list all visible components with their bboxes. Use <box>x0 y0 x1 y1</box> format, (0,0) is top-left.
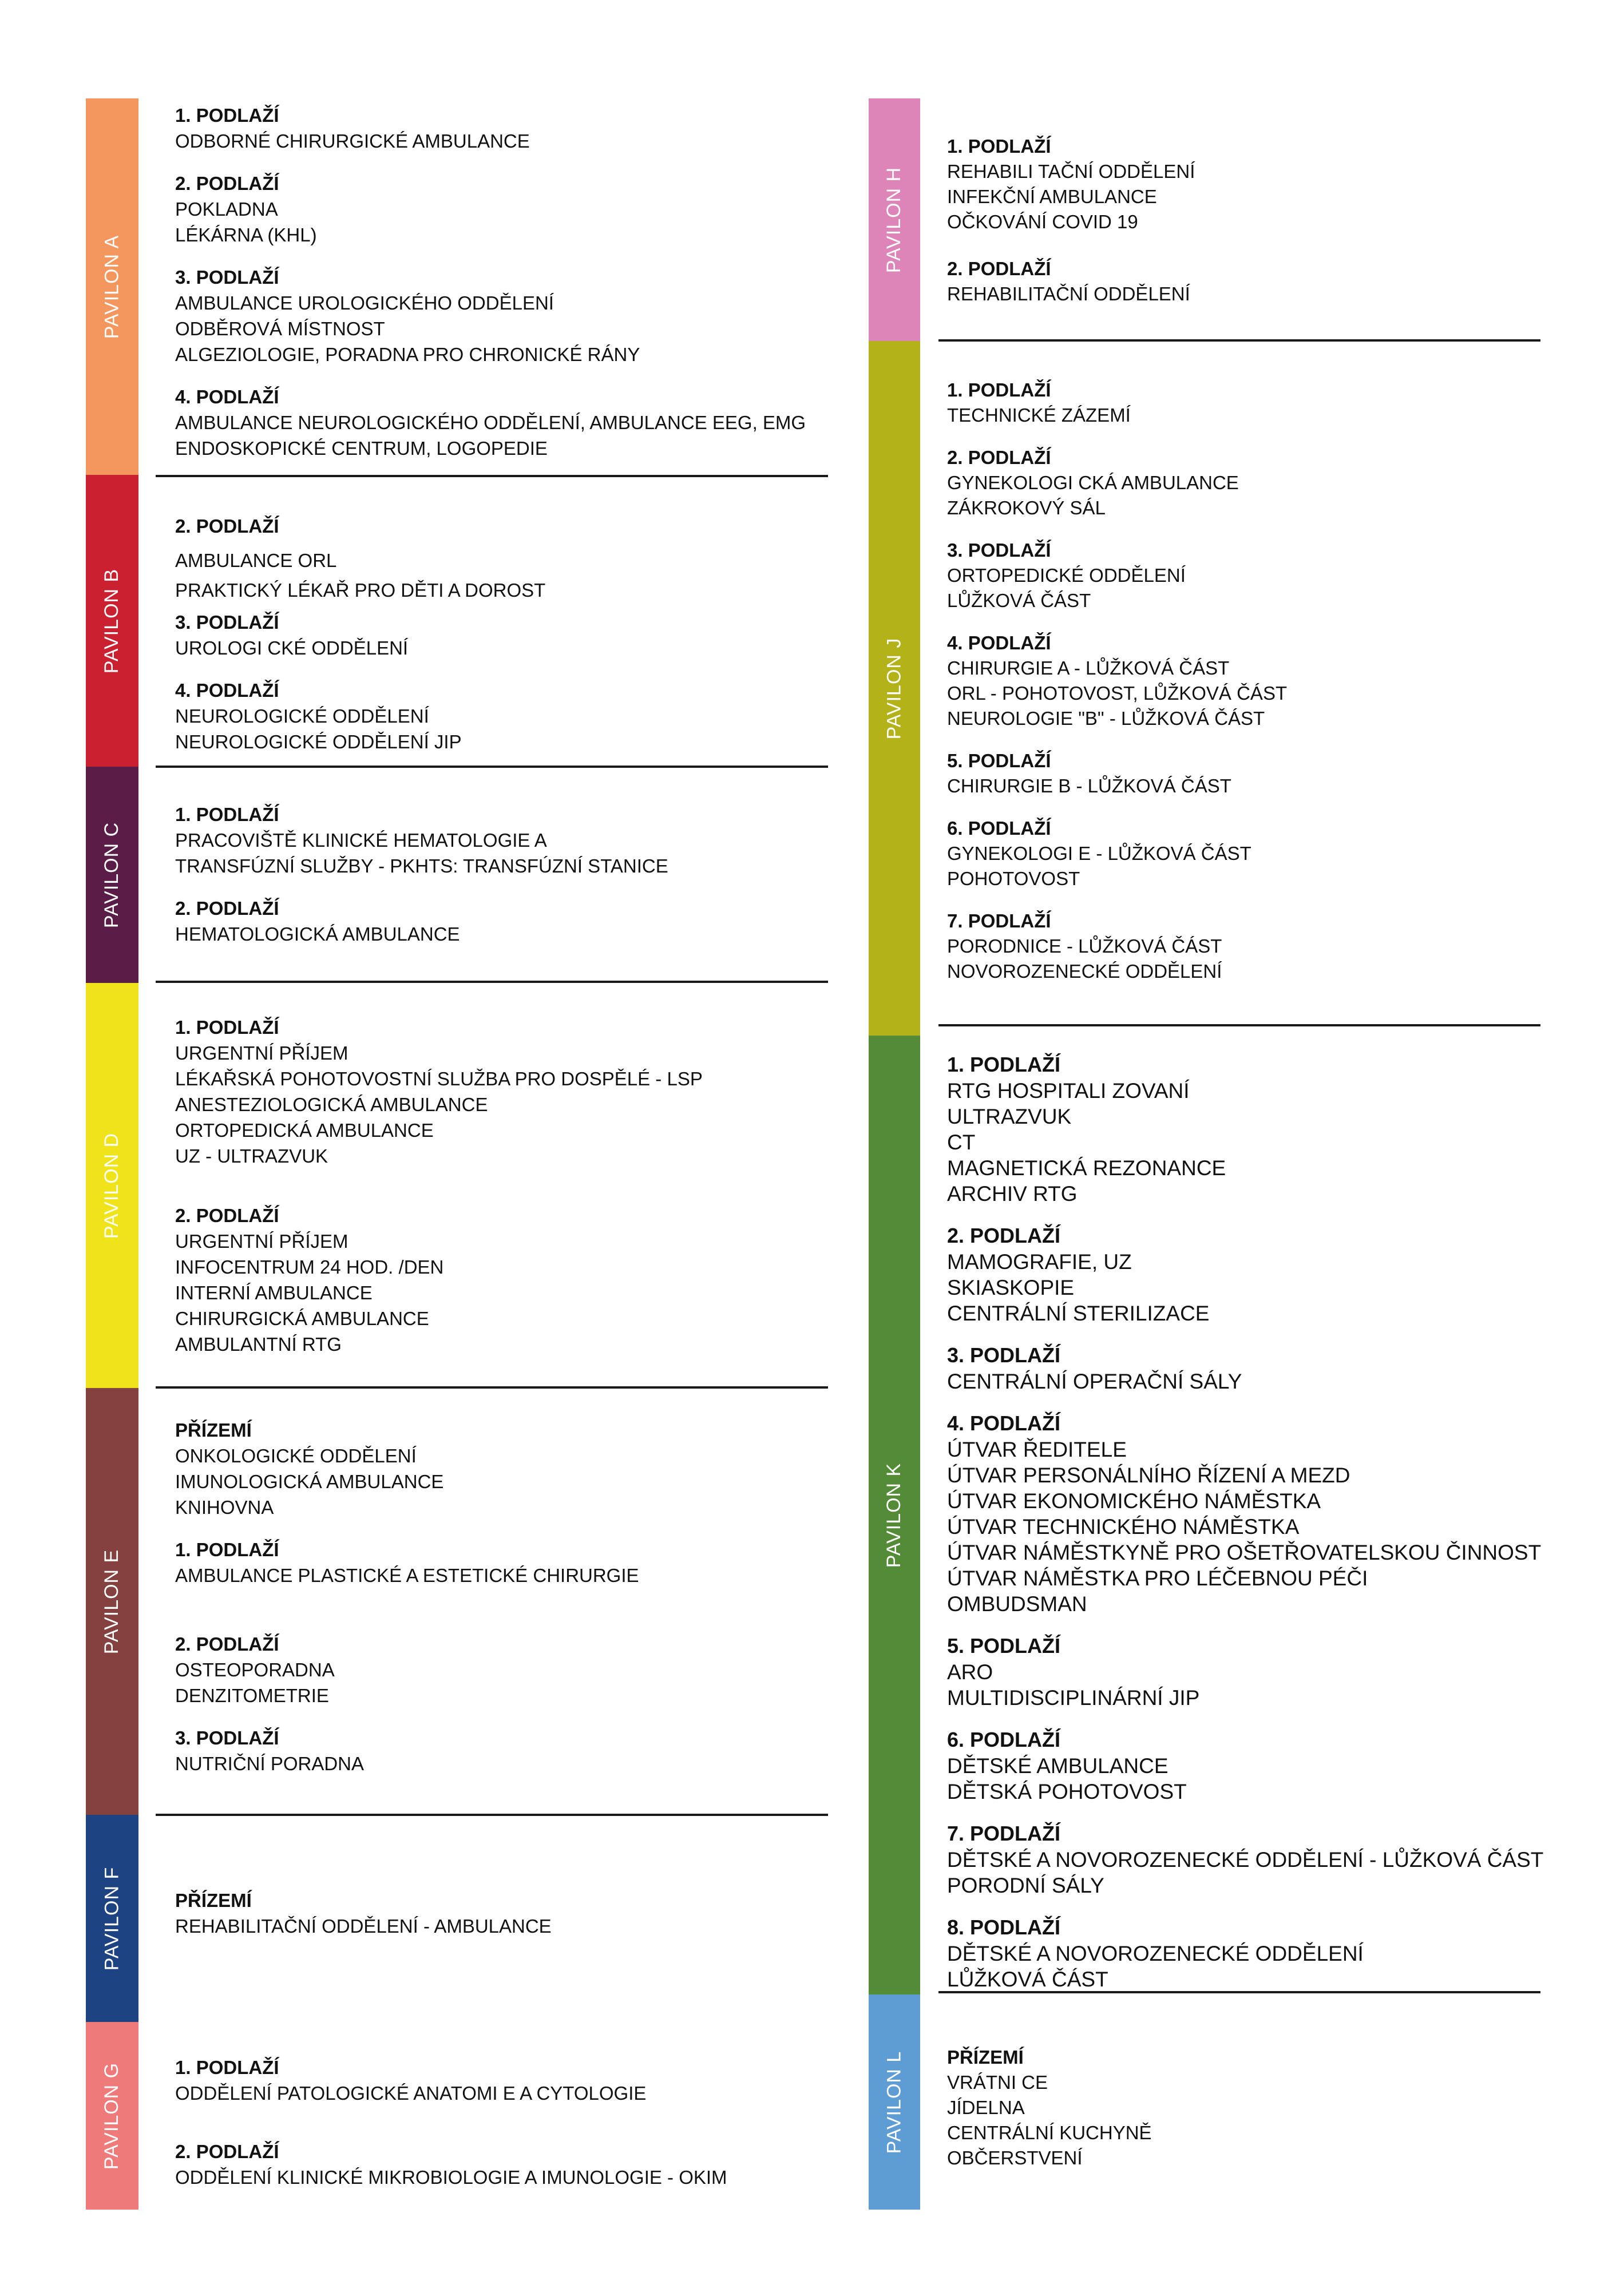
pavilon-g-bar <box>86 2022 138 2210</box>
floor-block <box>175 265 806 367</box>
floor-block <box>175 1418 639 1520</box>
floor-title: 3. PODLAŽÍ <box>947 1343 1061 1367</box>
pavilon-g-floors <box>175 2055 727 2207</box>
floor-title: 4. PODLAŽÍ <box>175 680 279 701</box>
department-line: TRANSFÚZNÍ SLUŽBY - PKHTS: TRANSFÚZNÍ STANICE <box>175 855 668 877</box>
floor-title: 2. PODLAŽÍ <box>947 258 1051 279</box>
floor-block <box>175 514 545 605</box>
department-line: ORTOPEDICKÁ AMBULANCE <box>175 1120 434 1141</box>
floor-block <box>175 1203 703 1357</box>
pavilon-e-bar <box>86 1388 138 1815</box>
floor-title: 7. PODLAŽÍ <box>947 910 1051 931</box>
floor-title: 4. PODLAŽÍ <box>175 386 279 407</box>
department-line: ÚTVAR NÁMĚSTKA PRO LÉČEBNOU PÉČI <box>947 1567 1368 1590</box>
department-line: AMBULANCE NEUROLOGICKÉHO ODDĚLENÍ, AMBULANCE EEG, EMG <box>175 412 806 433</box>
department-line: GYNEKOLOGI CKÁ AMBULANCE <box>947 472 1239 493</box>
pavilon-d-bar <box>86 983 138 1388</box>
floor-title: PŘÍZEMÍ <box>175 1419 252 1441</box>
department-line: OČKOVÁNÍ COVID 19 <box>947 211 1138 232</box>
pavilon-b-bar <box>86 475 138 767</box>
floor-block <box>175 1632 639 1708</box>
pavilon-k-bar <box>869 1036 920 1994</box>
department-line: LÉKAŘSKÁ POHOTOVOSTNÍ SLUŽBA PRO DOSPĚLÉ - LSP <box>175 1068 703 1089</box>
department-line: KNIHOVNA <box>175 1497 274 1518</box>
pavilon-e-label: PAVILON E <box>101 1549 123 1654</box>
divider-j-k <box>938 1024 1540 1026</box>
department-line: CHIRURGICKÁ AMBULANCE <box>175 1308 429 1329</box>
pavilon-b-floors <box>175 514 545 772</box>
department-line: REHABILITAČNÍ ODDĚLENÍ <box>947 283 1190 304</box>
floor-block <box>175 610 545 661</box>
floor-title: 2. PODLAŽÍ <box>947 1224 1061 1247</box>
department-line: INFOCENTRUM 24 HOD. /DEN <box>175 1256 444 1278</box>
pavilon-d-label: PAVILON D <box>101 1132 123 1239</box>
department-line: ÚTVAR PERSONÁLNÍHO ŘÍZENÍ A MEZD <box>947 1464 1350 1487</box>
floor-title: 7. PODLAŽÍ <box>947 1822 1061 1845</box>
department-line: UROLOGI CKÉ ODDĚLENÍ <box>175 637 409 659</box>
department-line: NEUROLOGICKÉ ODDĚLENÍ JIP <box>175 731 462 752</box>
department-line: JÍDELNA <box>947 2097 1025 2118</box>
department-line: OSTEOPORADNA <box>175 1659 335 1680</box>
department-line: LÉKÁRNA (KHL) <box>175 224 317 245</box>
department-line: IMUNOLOGICKÁ AMBULANCE <box>175 1471 444 1492</box>
floor-block <box>947 816 1287 891</box>
department-line: ODBORNÉ CHIRURGICKÉ AMBULANCE <box>175 130 530 152</box>
department-line: RTG HOSPITALI ZOVANÍ <box>947 1079 1190 1103</box>
department-line: AMBULANCE UROLOGICKÉHO ODDĚLENÍ <box>175 292 554 314</box>
pavilon-f-label: PAVILON F <box>101 1866 123 1970</box>
department-line: MAMOGRAFIE, UZ <box>947 1250 1132 1274</box>
department-line: NOVOROZENECKÉ ODDĚLENÍ <box>947 961 1222 982</box>
floor-title: PŘÍZEMÍ <box>947 2047 1024 2068</box>
department-line: AMBULANCE ORL <box>175 550 337 571</box>
floor-title: 1. PODLAŽÍ <box>175 804 279 825</box>
pavilon-l-bar <box>869 1994 920 2210</box>
department-line: URGENTNÍ PŘÍJEM <box>175 1231 348 1252</box>
department-line: ARO <box>947 1660 993 1684</box>
pavilon-j-label: PAVILON J <box>883 637 905 739</box>
pavilon-g-label: PAVILON G <box>101 2062 123 2170</box>
department-line: CENTRÁLNÍ KUCHYNĚ <box>947 2122 1152 2143</box>
department-line: VRÁTNI CE <box>947 2072 1048 2093</box>
department-line: ENDOSKOPICKÉ CENTRUM, LOGOPEDIE <box>175 438 548 459</box>
divider-d-e <box>156 1386 828 1389</box>
floor-title: 5. PODLAŽÍ <box>947 750 1051 771</box>
department-line: POHOTOVOST <box>947 868 1080 889</box>
floor-title: 2. PODLAŽÍ <box>175 898 279 919</box>
department-line: MULTIDISCIPLINÁRNÍ JIP <box>947 1686 1200 1710</box>
department-line: OBČERSTVENÍ <box>947 2147 1083 2168</box>
department-line: CHIRURGIE A - LŮŽKOVÁ ČÁST <box>947 657 1230 679</box>
pavilon-c-bar <box>86 767 138 983</box>
floor-title: 1. PODLAŽÍ <box>947 1053 1061 1076</box>
pavilon-j-floors <box>947 378 1287 1001</box>
floor-title: 5. PODLAŽÍ <box>947 1634 1061 1657</box>
floor-block <box>947 1727 1543 1805</box>
floor-block <box>175 1015 703 1169</box>
pavilon-h-floors <box>947 134 1195 324</box>
floor-block <box>947 445 1287 521</box>
floor-title: 2. PODLAŽÍ <box>175 173 279 194</box>
floor-block <box>947 134 1195 235</box>
floor-block <box>175 2139 727 2190</box>
department-line: ULTRAZVUK <box>947 1105 1072 1128</box>
department-line: LŮŽKOVÁ ČÁST <box>947 1968 1108 1991</box>
department-line: LŮŽKOVÁ ČÁST <box>947 590 1091 611</box>
department-line: GYNEKOLOGI E - LŮŽKOVÁ ČÁST <box>947 843 1251 864</box>
floor-block <box>175 1888 552 1939</box>
floor-title: 3. PODLAŽÍ <box>175 267 279 288</box>
department-line: AMBULANTNÍ RTG <box>175 1334 342 1355</box>
divider-c-d <box>156 981 828 983</box>
department-line: ARCHIV RTG <box>947 1182 1078 1206</box>
pavilon-k-label: PAVILON K <box>883 1462 905 1568</box>
floor-block <box>947 256 1195 307</box>
pavilon-j-bar <box>869 341 920 1036</box>
floor-block <box>947 1342 1543 1394</box>
department-line: REHABILI TAČNÍ ODDĚLENÍ <box>947 161 1195 182</box>
department-line: INTERNÍ AMBULANCE <box>175 1282 373 1303</box>
department-line: DĚTSKÉ A NOVOROZENECKÉ ODDĚLENÍ - LŮŽKOVÁ ČÁST <box>947 1848 1544 1871</box>
divider-e-f <box>156 1814 828 1816</box>
floor-title: 1. PODLAŽÍ <box>175 105 279 126</box>
floor-block <box>175 802 668 879</box>
department-line: ÚTVAR EKONOMICKÉHO NÁMĚSTKA <box>947 1489 1321 1513</box>
floor-title: 4. PODLAŽÍ <box>947 632 1051 653</box>
department-line: ANESTEZIOLOGICKÁ AMBULANCE <box>175 1094 488 1115</box>
floor-block <box>947 1223 1543 1326</box>
pavilon-d-floors <box>175 1015 703 1374</box>
department-line: PRAKTICKÝ LÉKAŘ PRO DĚTI A DOROST <box>175 580 546 601</box>
department-line: CENTRÁLNÍ STERILIZACE <box>947 1302 1210 1325</box>
department-line: POKLADNA <box>175 199 278 220</box>
floor-title: 6. PODLAŽÍ <box>947 1728 1061 1751</box>
department-line: URGENTNÍ PŘÍJEM <box>175 1042 348 1064</box>
floor-block <box>947 1052 1543 1207</box>
floor-title: 6. PODLAŽÍ <box>947 818 1051 839</box>
pavilon-h-bar <box>869 98 920 341</box>
floor-title: 8. PODLAŽÍ <box>947 1916 1061 1939</box>
floor-block <box>175 896 668 947</box>
department-line: ÚTVAR TECHNICKÉHO NÁMĚSTKA <box>947 1515 1300 1538</box>
pavilon-b-label: PAVILON B <box>101 568 123 673</box>
department-line: HEMATOLOGICKÁ AMBULANCE <box>175 923 460 945</box>
floor-block <box>175 103 806 154</box>
floor-block <box>175 1726 639 1776</box>
department-line: ZÁKROKOVÝ SÁL <box>947 497 1106 518</box>
department-line: DĚTSKÉ A NOVOROZENECKÉ ODDĚLENÍ <box>947 1942 1364 1965</box>
department-line: INFEKČNÍ AMBULANCE <box>947 186 1157 207</box>
pavilon-c-label: PAVILON C <box>101 822 123 928</box>
pavilon-h-label: PAVILON H <box>883 166 905 273</box>
floor-title: 3. PODLAŽÍ <box>947 540 1051 561</box>
pavilon-c-floors <box>175 802 668 964</box>
department-line: CT <box>947 1131 976 1154</box>
department-line: REHABILITAČNÍ ODDĚLENÍ - AMBULANCE <box>175 1916 552 1937</box>
department-line: NEUROLOGICKÉ ODDĚLENÍ <box>175 705 429 727</box>
floor-title: 3. PODLAŽÍ <box>175 612 279 633</box>
floor-block <box>947 2045 1152 2171</box>
pavilon-e-floors <box>175 1418 639 1794</box>
floor-block <box>947 538 1287 613</box>
floor-title: 2. PODLAŽÍ <box>175 1633 279 1655</box>
floor-block <box>175 384 806 461</box>
floor-title: 3. PODLAŽÍ <box>175 1727 279 1748</box>
pavilon-k-floors <box>947 1052 1543 2008</box>
floor-title: PŘÍZEMÍ <box>175 1890 252 1911</box>
floor-title: 2. PODLAŽÍ <box>947 447 1051 468</box>
floor-title: 2. PODLAŽÍ <box>175 515 279 537</box>
department-line: PORODNICE - LŮŽKOVÁ ČÁST <box>947 935 1222 957</box>
floor-title: 1. PODLAŽÍ <box>947 136 1051 157</box>
department-line: SKIASKOPIE <box>947 1276 1075 1299</box>
department-line: UZ - ULTRAZVUK <box>175 1145 328 1167</box>
department-line: DĚTSKÁ POHOTOVOST <box>947 1780 1187 1803</box>
pavilon-l-floors <box>947 2045 1152 2188</box>
department-line: AMBULANCE PLASTICKÉ A ESTETICKÉ CHIRURGIE <box>175 1565 639 1586</box>
floor-block <box>175 171 806 248</box>
department-line: ÚTVAR ŘEDITELE <box>947 1438 1127 1461</box>
divider-h-j <box>938 339 1540 342</box>
floor-title: 1. PODLAŽÍ <box>947 379 1051 400</box>
department-line: DĚTSKÉ AMBULANCE <box>947 1754 1169 1778</box>
department-line: ONKOLOGICKÉ ODDĚLENÍ <box>175 1445 417 1466</box>
department-line: ORTOPEDICKÉ ODDĚLENÍ <box>947 565 1186 586</box>
floor-title: 1. PODLAŽÍ <box>175 1017 279 1038</box>
pavilon-l-label: PAVILON L <box>883 2051 905 2154</box>
floor-block <box>947 1410 1543 1617</box>
pavilon-a-label: PAVILON A <box>101 235 123 339</box>
floor-title: 1. PODLAŽÍ <box>175 2057 279 2078</box>
floor-block <box>947 630 1287 731</box>
department-line: NEUROLOGIE "B" - LŮŽKOVÁ ČÁST <box>947 708 1265 729</box>
department-line: PRACOVIŠTĚ KLINICKÉ HEMATOLOGIE A <box>175 830 547 851</box>
floor-block <box>175 1537 639 1588</box>
department-line: ORL - POHOTOVOST, LŮŽKOVÁ ČÁST <box>947 683 1288 704</box>
floor-block <box>947 909 1287 984</box>
pavilon-f-floors <box>175 1888 552 1956</box>
department-line: DENZITOMETRIE <box>175 1685 329 1706</box>
department-line: ALGEZIOLOGIE, PORADNA PRO CHRONICKÉ RÁNY <box>175 344 640 365</box>
floor-block <box>175 678 545 755</box>
pavilon-a-floors <box>175 103 806 478</box>
department-line: TECHNICKÉ ZÁZEMÍ <box>947 405 1131 426</box>
floor-title: 4. PODLAŽÍ <box>947 1411 1061 1435</box>
department-line: OMBUDSMAN <box>947 1592 1087 1616</box>
department-line: MAGNETICKÁ REZONANCE <box>947 1156 1226 1180</box>
floor-block <box>175 2055 727 2106</box>
floor-block <box>947 1633 1543 1711</box>
floor-block <box>947 1821 1543 1898</box>
department-line: CHIRURGIE B - LŮŽKOVÁ ČÁST <box>947 775 1231 796</box>
floor-title: 2. PODLAŽÍ <box>175 2141 279 2162</box>
floor-title: 1. PODLAŽÍ <box>175 1539 279 1560</box>
pavilon-f-bar <box>86 1815 138 2022</box>
department-line: CENTRÁLNÍ OPERAČNÍ SÁLY <box>947 1370 1242 1393</box>
floor-block <box>947 1914 1543 1992</box>
department-line: ODDĚLENÍ KLINICKÉ MIKROBIOLOGIE A IMUNOLOGIE - OKIM <box>175 2167 727 2188</box>
floor-title: 2. PODLAŽÍ <box>175 1205 279 1226</box>
department-line: ODBĚROVÁ MÍSTNOST <box>175 318 385 339</box>
pavilon-a-bar <box>86 98 138 475</box>
department-line: NUTRIČNÍ PORADNA <box>175 1753 365 1774</box>
department-line: ÚTVAR NÁMĚSTKYNĚ PRO OŠETŘOVATELSKOU ČINNOST <box>947 1541 1542 1564</box>
department-line: PORODNÍ SÁLY <box>947 1874 1104 1897</box>
floor-block <box>947 748 1287 799</box>
department-line: ODDĚLENÍ PATOLOGICKÉ ANATOMI E A CYTOLOGIE <box>175 2083 647 2104</box>
floor-block <box>947 378 1287 428</box>
